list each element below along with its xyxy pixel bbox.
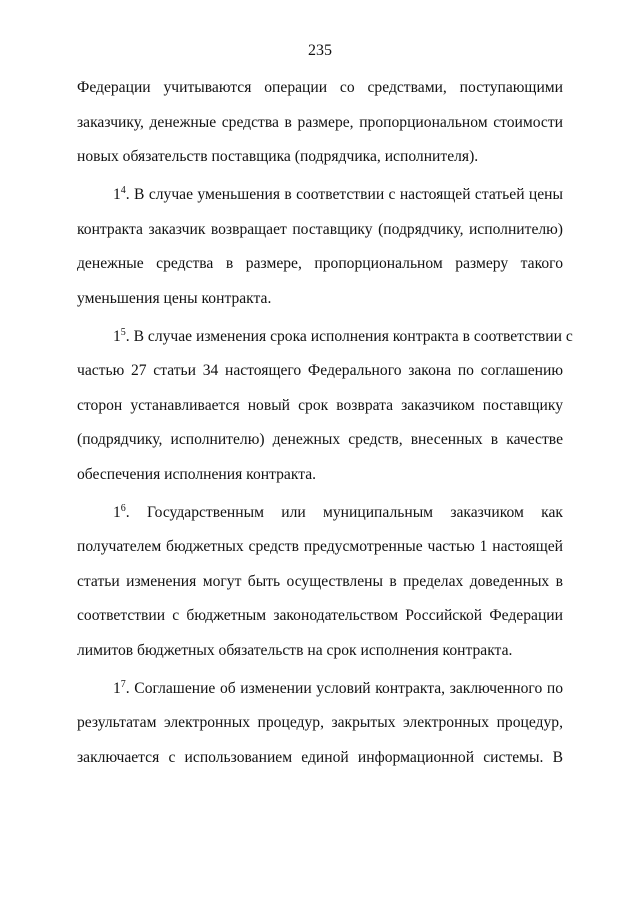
paragraph-line [77,496,563,531]
paragraph-line-text: . В случае уменьшения в соответствии с настоящей статьей цены [125,186,563,203]
paragraph-line [77,672,563,707]
paragraph-line: лимитов бюджетных обязательств на срок исполнения контракта. [77,641,513,659]
paragraph-line: результатам электронных процедур, закрытых электронных процедур, [77,714,563,731]
paragraph-marker-superscript: 4 [120,185,126,196]
paragraph-line: заказчику, денежные средства в размере, пропорциональном стоимости [77,113,563,131]
paragraph-marker-superscript: 6 [120,502,126,514]
paragraph-line-text: . Государственным или муниципальным заказчиком как [125,503,563,521]
paragraph-line: денежные средства в размере, пропорциональном размеру такого [77,255,563,272]
paragraph-line-text: . Соглашение об изменении условий контракта, заключенного по [125,679,563,697]
paragraph-line: частью 27 статьи 34 настоящего Федерального закона по соглашению [77,362,563,379]
paragraph-marker: 1 [113,327,121,345]
paragraph-line: получателем бюджетных средств предусмотренные частью 1 настоящей [77,538,563,555]
paragraph-marker: 1 [113,186,121,203]
paragraph-line: контракта заказчик возвращает поставщику (подрядчику, исполнителю) [77,220,563,238]
paragraph-line: (подрядчику, исполнителю) денежных средств, внесенных в качестве [77,431,563,448]
paragraph-line: заключается с использованием единой информационной системы. В [77,748,563,766]
paragraph-line [77,320,573,355]
page-number: 235 [308,42,332,59]
paragraph-line: Федерации учитываются операции со средствами, поступающими [77,79,563,96]
paragraph-marker-superscript: 7 [120,678,126,690]
paragraph-line [77,178,563,213]
paragraph-line-text: . В случае изменения срока исполнения контракта в соответствии с [125,327,573,345]
paragraph-line: обеспечения исполнения контракта. [77,465,317,483]
paragraph-marker-superscript: 5 [120,326,126,338]
paragraph-line: новых обязательств поставщика (подрядчика, исполнителя). [77,148,479,165]
paragraph-line: соответствии с бюджетным законодательством Российской Федерации [77,607,563,624]
paragraph-marker: 1 [113,503,121,521]
paragraph-line: статьи изменения могут быть осуществлены в пределах доведенных в [77,572,563,590]
paragraph-marker: 1 [113,679,121,697]
document-body [77,71,573,775]
paragraph-line: сторон устанавливается новый срок возврата заказчиком поставщику [77,396,563,414]
paragraph-line: уменьшения цены контракта. [77,289,272,307]
